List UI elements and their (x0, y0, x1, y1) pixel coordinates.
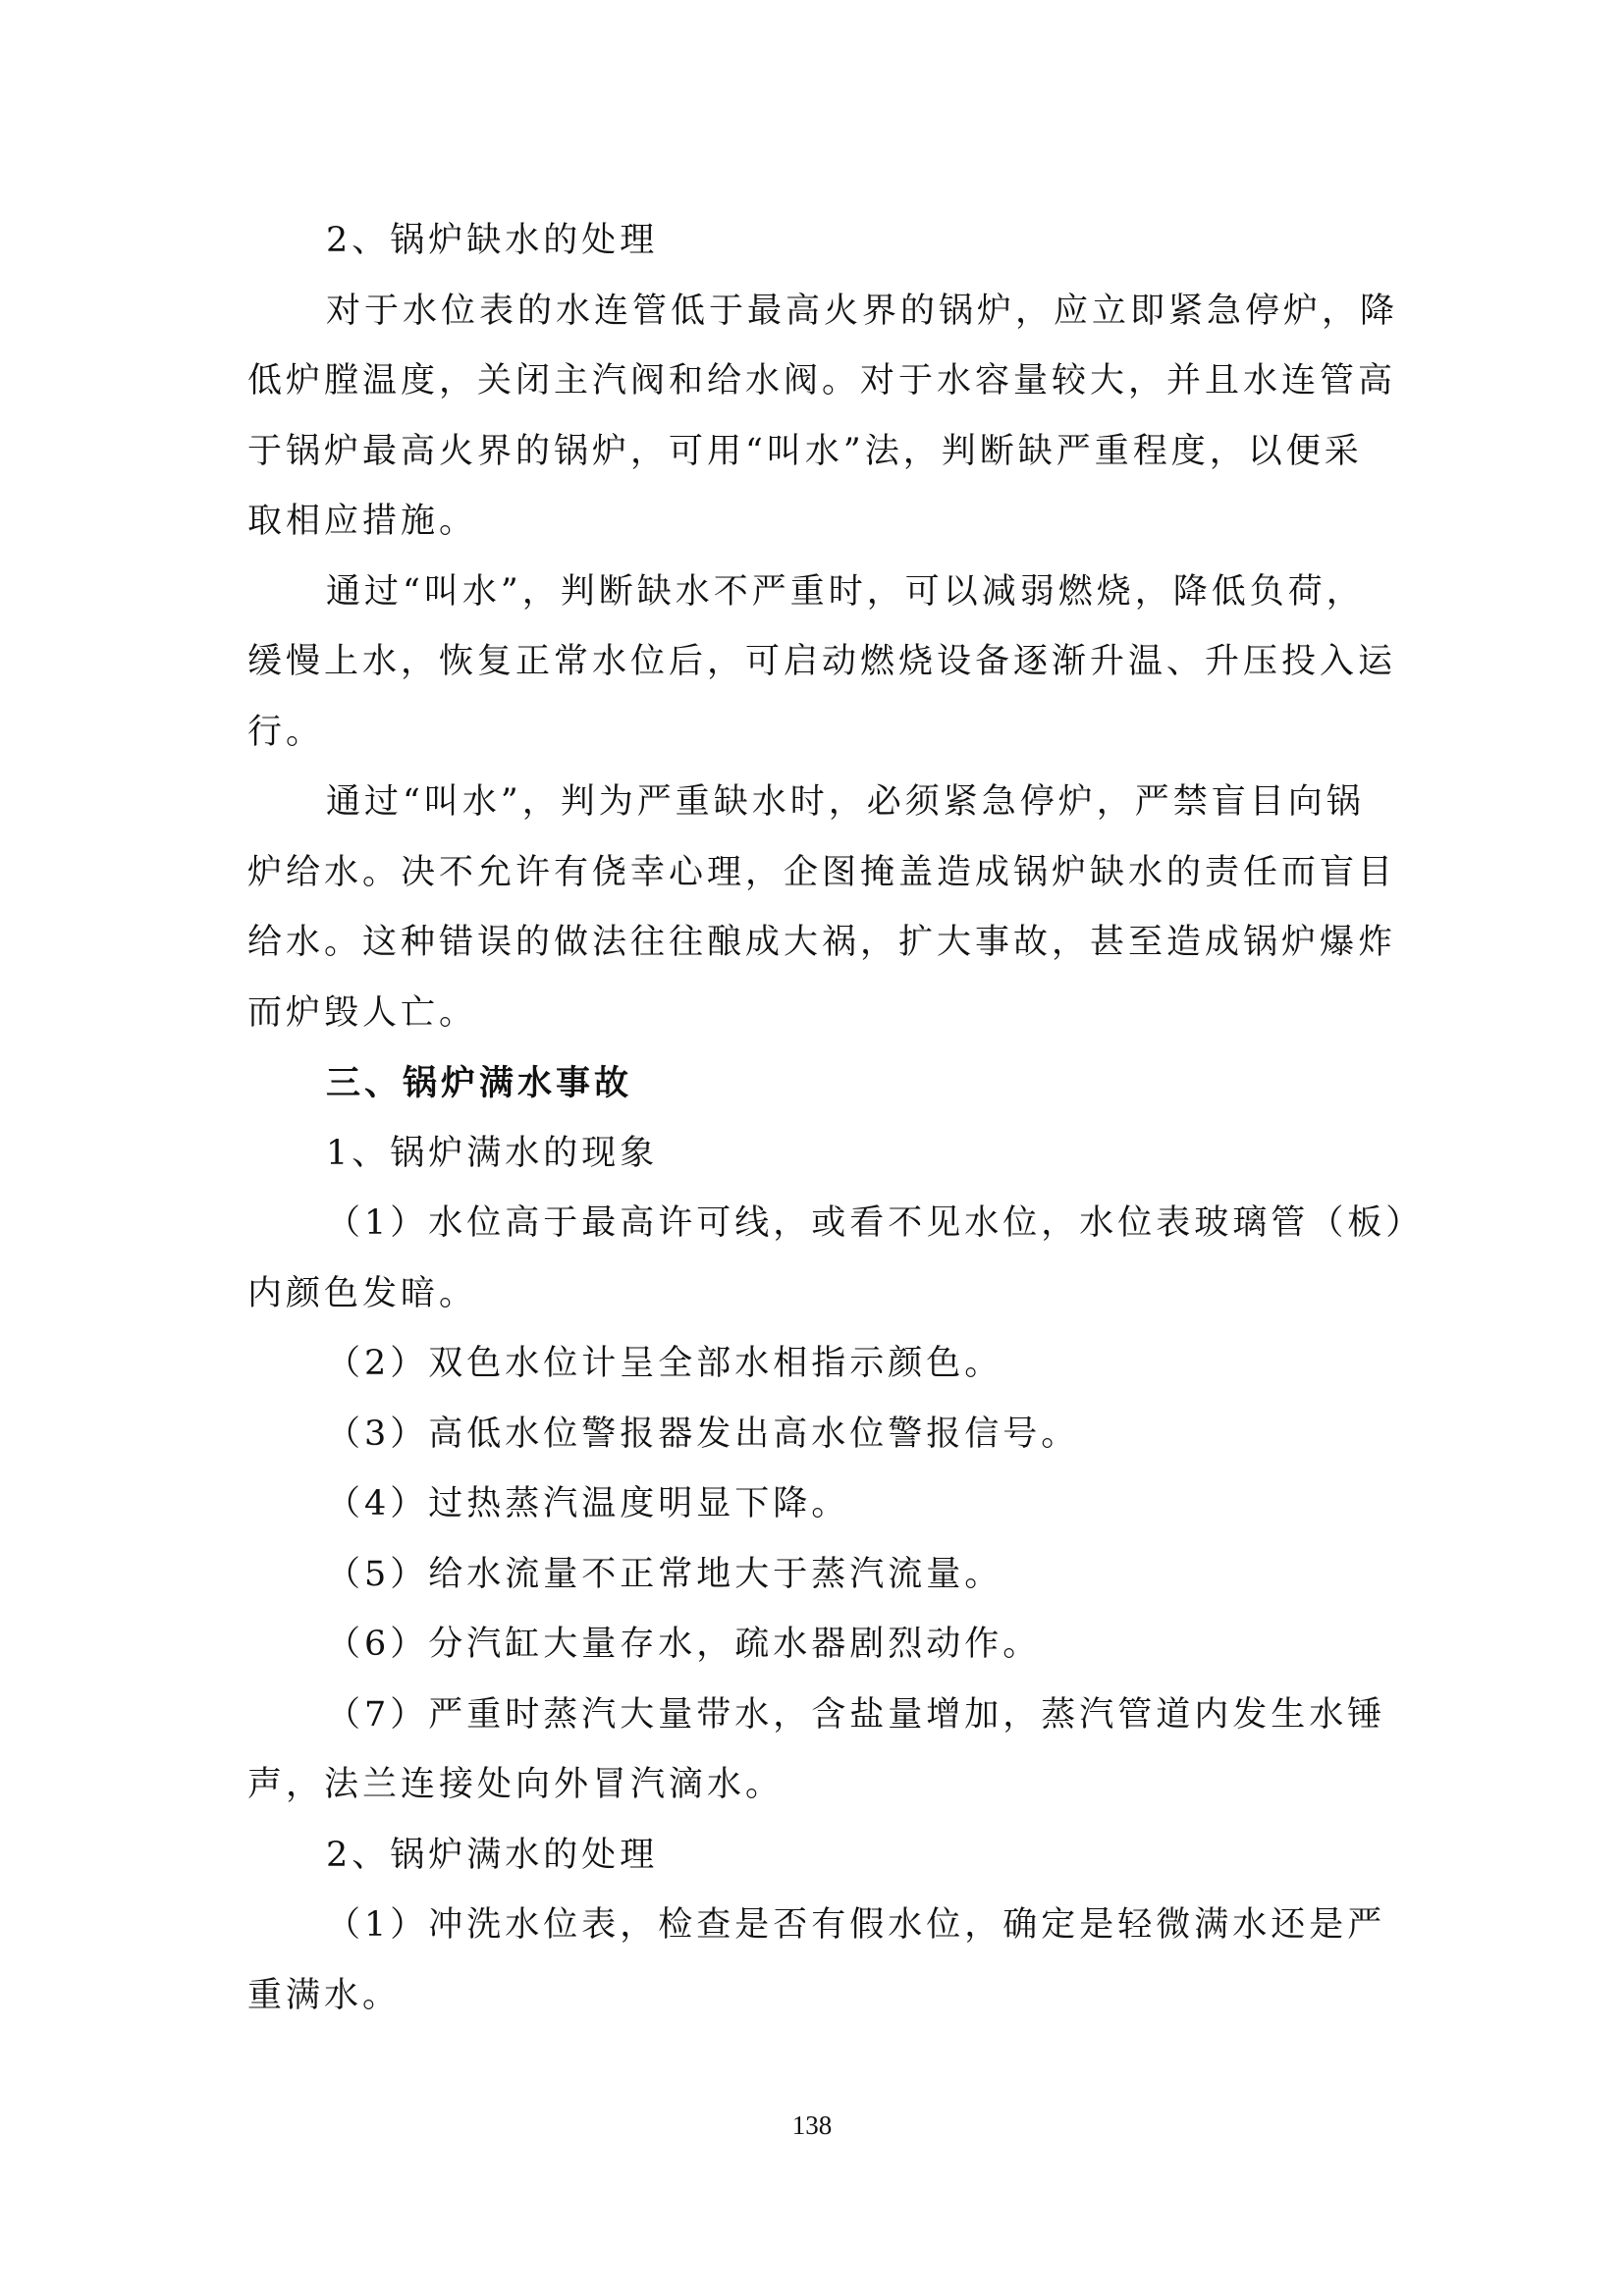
list-item-line: 重满水。 (247, 1975, 402, 2015)
paragraph-line: 通过“叫水”，判为严重缺水时，必须紧急停炉，严禁盲目向锅 (326, 782, 1365, 822)
list-item-line: （6）分汽缸大量存水，疏水器剧烈动作。 (326, 1625, 1042, 1664)
section-subheading: 2、锅炉缺水的处理 (326, 221, 659, 260)
paragraph-line: 取相应措施。 (247, 502, 478, 541)
paragraph-line: 给水。这种错误的做法往往酿成大祸，扩大事故，甚至造成锅炉爆炸 (247, 923, 1397, 962)
list-item-line: （1）水位高于最高许可线，或看不见水位，水位表玻璃管（板） (326, 1203, 1425, 1243)
list-item-line: （3）高低水位警报器发出高水位警报信号。 (326, 1414, 1080, 1454)
list-item-line: 声，法兰连接处向外冒汽滴水。 (247, 1765, 785, 1804)
list-item-line: （5）给水流量不正常地大于蒸汽流量。 (326, 1554, 1003, 1594)
paragraph-line: 行。 (247, 712, 325, 752)
paragraph-line: 而炉毁人亡。 (247, 992, 478, 1033)
section-subheading: 2、锅炉满水的处理 (326, 1835, 659, 1875)
page-number: 138 (791, 2110, 833, 2140)
list-item-line: （4）过热蒸汽温度明显下降。 (326, 1484, 850, 1523)
list-item-line: （1）冲洗水位表，检查是否有假水位，确定是轻微满水还是严 (326, 1905, 1386, 1945)
paragraph-line: 缓慢上水，恢复正常水位后，可启动燃烧设备逐渐升温、升压投入运 (247, 642, 1397, 681)
list-item-line: （2）双色水位计呈全部水相指示颜色。 (326, 1344, 1003, 1383)
paragraph-line: 于锅炉最高火界的锅炉，可用“叫水”法，判断缺严重程度，以便采 (247, 431, 1363, 471)
section-heading: 三、锅炉满水事故 (326, 1063, 633, 1103)
paragraph-line: 对于水位表的水连管低于最高火界的锅炉，应立即紧急停炉，降 (326, 291, 1399, 331)
paragraph-line: 通过“叫水”，判断缺水不严重时，可以减弱燃烧，降低负荷， (326, 571, 1365, 612)
paragraph-line: 炉给水。决不允许有侥幸心理，企图掩盖造成锅炉缺水的责任而盲目 (247, 852, 1397, 892)
list-item-line: （7）严重时蒸汽大量带水，含盐量增加，蒸汽管道内发生水锤 (326, 1694, 1386, 1735)
document-body (247, 206, 1425, 2031)
section-subheading: 1、锅炉满水的现象 (326, 1133, 659, 1173)
list-item-line: 内颜色发暗。 (247, 1273, 478, 1313)
paragraph-line: 低炉膛温度，关闭主汽阀和给水阀。对于水容量较大，并且水连管高 (247, 361, 1397, 400)
